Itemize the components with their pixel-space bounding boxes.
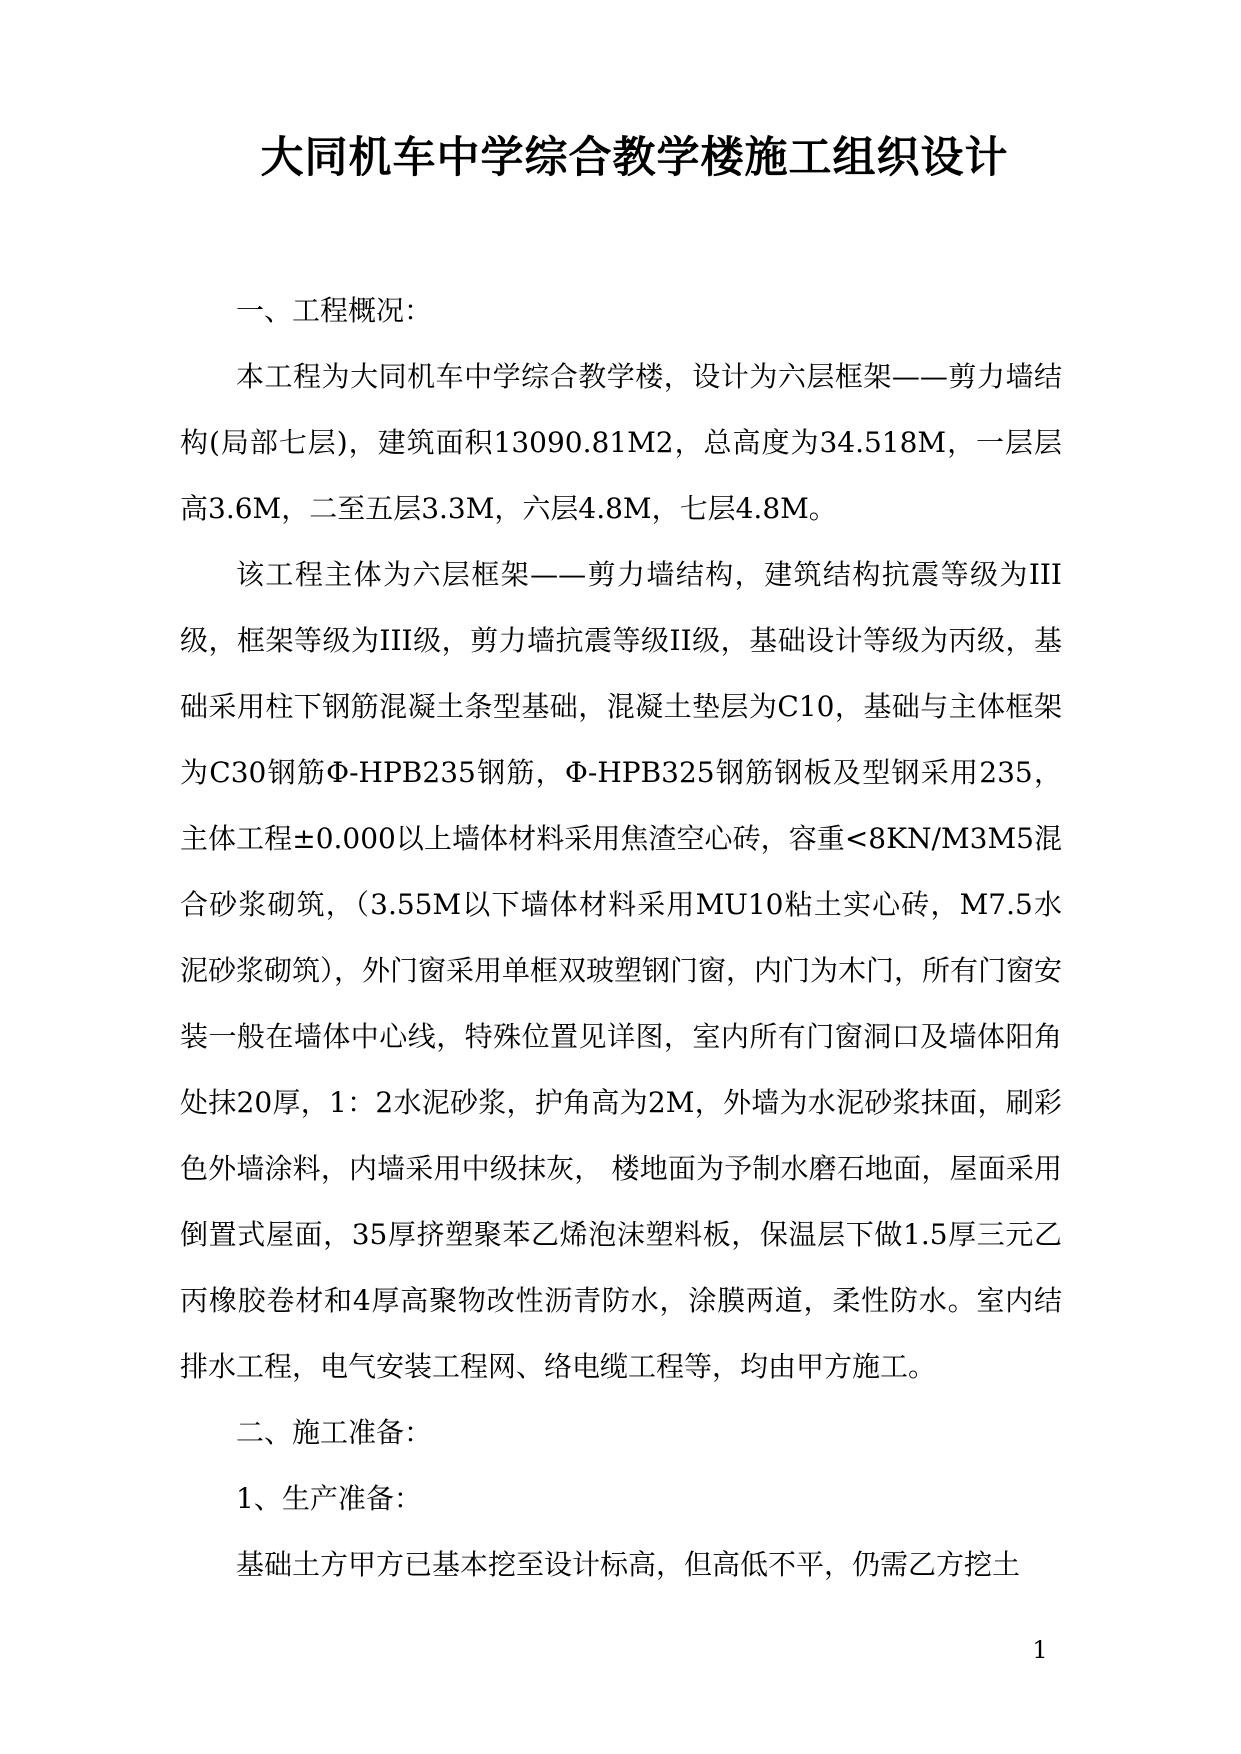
document-title: 大同机车中学综合教学楼施工组织设计 (260, 133, 1009, 183)
document-body (180, 278, 1062, 1598)
paragraph-structure-details: 该工程主体为六层框架——剪力墙结构，建筑结构抗震等级为III级，框架等级为III级，剪力墙抗震等级II级，基础设计等级为丙级，基础采用柱下钢筋混凝土条型基础，混凝土垫层为C10，基础与主体框架为C30钢筋Φ-HPB235钢筋，Φ-HPB325钢筋钢板及型钢采用235，主体工程±0.000以上墙体材料采用焦渣空心砖，容重<8KN/M3M5混合砂浆砌筑，（3.55M以下墙体材料采用MU10粘土实心砖，M7.5水泥砂浆砌筑），外门窗采用单框双玻塑钢门窗，内门为木门，所有门窗安装一般在墙体中心线，特殊位置见详图，室内所有门窗洞口及墙体阳角处抹20厚，1：2水泥砂浆，护角高为2M，外墙为水泥砂浆抹面，刷彩色外墙涂料，内墙采用中级抹灰， 楼地面为予制水磨石地面，屋面采用倒置式屋面，35厚挤塑聚苯乙烯泡沫塑料板，保温层下做1.5厚三元乙丙橡胶卷材和4厚高聚物改性沥青防水，涂膜两道，柔性防水。室内结排水工程，电气安装工程网、络电缆工程等，均由甲方施工。 (180, 558, 1063, 1383)
section-heading-overview: 一、工程概况： (236, 294, 433, 327)
subsection-heading-production: 1、生产准备： (236, 1482, 422, 1515)
section-heading-preparation: 二、施工准备： (236, 1416, 433, 1449)
paragraph-earthwork: 基础土方甲方已基本挖至设计标高，但高低不平，仍需乙方挖土 (236, 1548, 1021, 1581)
page-number: 1 (1032, 1636, 1048, 1664)
paragraph-project-summary: 本工程为大同机车中学综合教学楼，设计为六层框架——剪力墙结构(局部七层)，建筑面积13090.81M2，总高度为34.518M，一层层高3.6M，二至五层3.3M，六层4.8M，七层4.8M。 (180, 360, 1062, 525)
